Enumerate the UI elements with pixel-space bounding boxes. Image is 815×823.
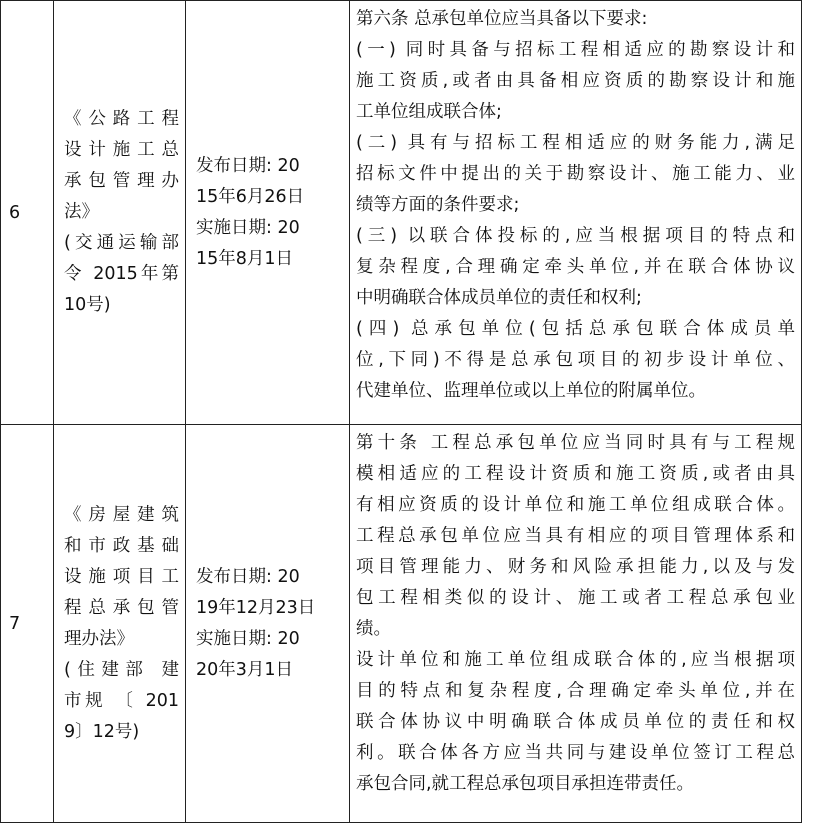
table-row bbox=[1, 1, 802, 425]
text-line: 设计单位和施工单位组成联合体的,应当根据项 bbox=[356, 650, 795, 670]
text-line: 第六条 总承包单位应当具备以下要求: bbox=[356, 9, 648, 29]
text-line: (二) 具有与招标工程相适应的财务能力,满足 bbox=[356, 133, 795, 153]
name-line: 设计施工总 bbox=[64, 140, 179, 160]
requirements-cell bbox=[350, 1, 802, 425]
name-line: 《公路工程 bbox=[64, 109, 179, 129]
text-line: 模相适应的工程设计资质和施工资质,或者由具 bbox=[356, 464, 795, 484]
dates bbox=[186, 562, 349, 686]
row-number-cell bbox=[1, 425, 54, 823]
text-line: 代建单位、监理单位或以上单位的附属单位。 bbox=[356, 381, 706, 401]
text-line: 位,下同)不得是总承包项目的初步设计单位、 bbox=[356, 350, 795, 370]
text-line: (三) 以联合体投标的,应当根据项目的特点和 bbox=[356, 226, 795, 246]
publish-date-line: 15年6月26日 bbox=[196, 186, 305, 207]
text-line: 包工程相类似的设计、施工或者工程总承包业 bbox=[356, 588, 795, 608]
name-line: 9〕12号) bbox=[64, 721, 140, 742]
text-line: 承包合同,就工程总承包项目承担连带责任。 bbox=[356, 774, 695, 794]
text-line: (四) 总承包单位(包括总承包联合体成员单 bbox=[356, 319, 795, 339]
publish-date-line: 19年12月23日 bbox=[196, 597, 316, 618]
text-line: 绩等方面的条件要求; bbox=[356, 195, 520, 215]
regulation-name bbox=[54, 500, 185, 748]
row-number: 7 bbox=[9, 613, 21, 634]
text-line: 复杂程度,合理确定牵头单位,并在联合体协议 bbox=[356, 257, 795, 277]
name-line: 和市政基础 bbox=[64, 535, 179, 556]
table-row bbox=[1, 425, 802, 823]
regulation-name-cell bbox=[54, 1, 186, 425]
name-line: 承包管理办 bbox=[64, 171, 179, 191]
text-line: 施工资质,或者由具备相应资质的勘察设计和施 bbox=[356, 71, 795, 91]
name-line: 程总承包管 bbox=[64, 597, 179, 618]
name-line: (交通运输部 bbox=[64, 233, 179, 253]
text-line: 第十条 工程总承包单位应当同时具有与工程规 bbox=[356, 433, 795, 453]
regulation-name bbox=[54, 104, 185, 321]
row-number-cell bbox=[1, 1, 54, 425]
name-line: 《房屋建筑 bbox=[64, 504, 179, 525]
regulation-name-cell bbox=[54, 425, 186, 823]
publish-date-line: 发布日期: 20 bbox=[196, 155, 300, 176]
text-line: 项目管理能力、财务和风险承担能力,以及与发 bbox=[356, 557, 795, 577]
row-number: 6 bbox=[9, 202, 21, 223]
date-cell bbox=[186, 1, 350, 425]
name-line: 令 2015年第 bbox=[64, 264, 179, 284]
effective-date-line: 20年3月1日 bbox=[196, 659, 294, 680]
text-line: 利。联合体各方应当共同与建设单位签订工程总 bbox=[356, 743, 795, 763]
publish-date-line: 发布日期: 20 bbox=[196, 566, 300, 587]
name-line: (住建部 建 bbox=[64, 659, 179, 680]
text-line: 工单位组成联合体; bbox=[356, 102, 502, 122]
text-line: 目的特点和复杂程度,合理确定牵头单位,并在 bbox=[356, 681, 795, 701]
effective-date-line: 15年8月1日 bbox=[196, 248, 294, 269]
text-line: 联合体协议中明确联合体成员单位的责任和权 bbox=[356, 712, 795, 732]
text-line: 工程总承包单位应当具有相应的项目管理体系和 bbox=[356, 526, 795, 546]
text-line: 中明确联合体成员单位的责任和权利; bbox=[356, 288, 642, 308]
text-line: 招标文件中提出的关于勘察设计、施工能力、业 bbox=[356, 164, 795, 184]
effective-date-line: 实施日期: 20 bbox=[196, 217, 300, 238]
text-line: (一) 同时具备与招标工程相适应的勘察设计和 bbox=[356, 40, 795, 60]
text-line: 有相应资质的设计单位和施工单位组成联合体。 bbox=[356, 495, 795, 515]
dates bbox=[186, 151, 349, 275]
name-line: 市规 〔 201 bbox=[64, 690, 179, 711]
requirements-cell bbox=[350, 425, 802, 823]
name-line: 10号) bbox=[64, 295, 111, 315]
effective-date-line: 实施日期: 20 bbox=[196, 628, 300, 649]
date-cell bbox=[186, 425, 350, 823]
name-line: 法》 bbox=[64, 202, 99, 222]
name-line: 理办法》 bbox=[64, 628, 134, 649]
requirements-text bbox=[350, 1, 801, 407]
text-line: 绩。 bbox=[356, 619, 391, 639]
name-line: 设施项目工 bbox=[64, 566, 179, 587]
requirements-text bbox=[350, 425, 801, 800]
